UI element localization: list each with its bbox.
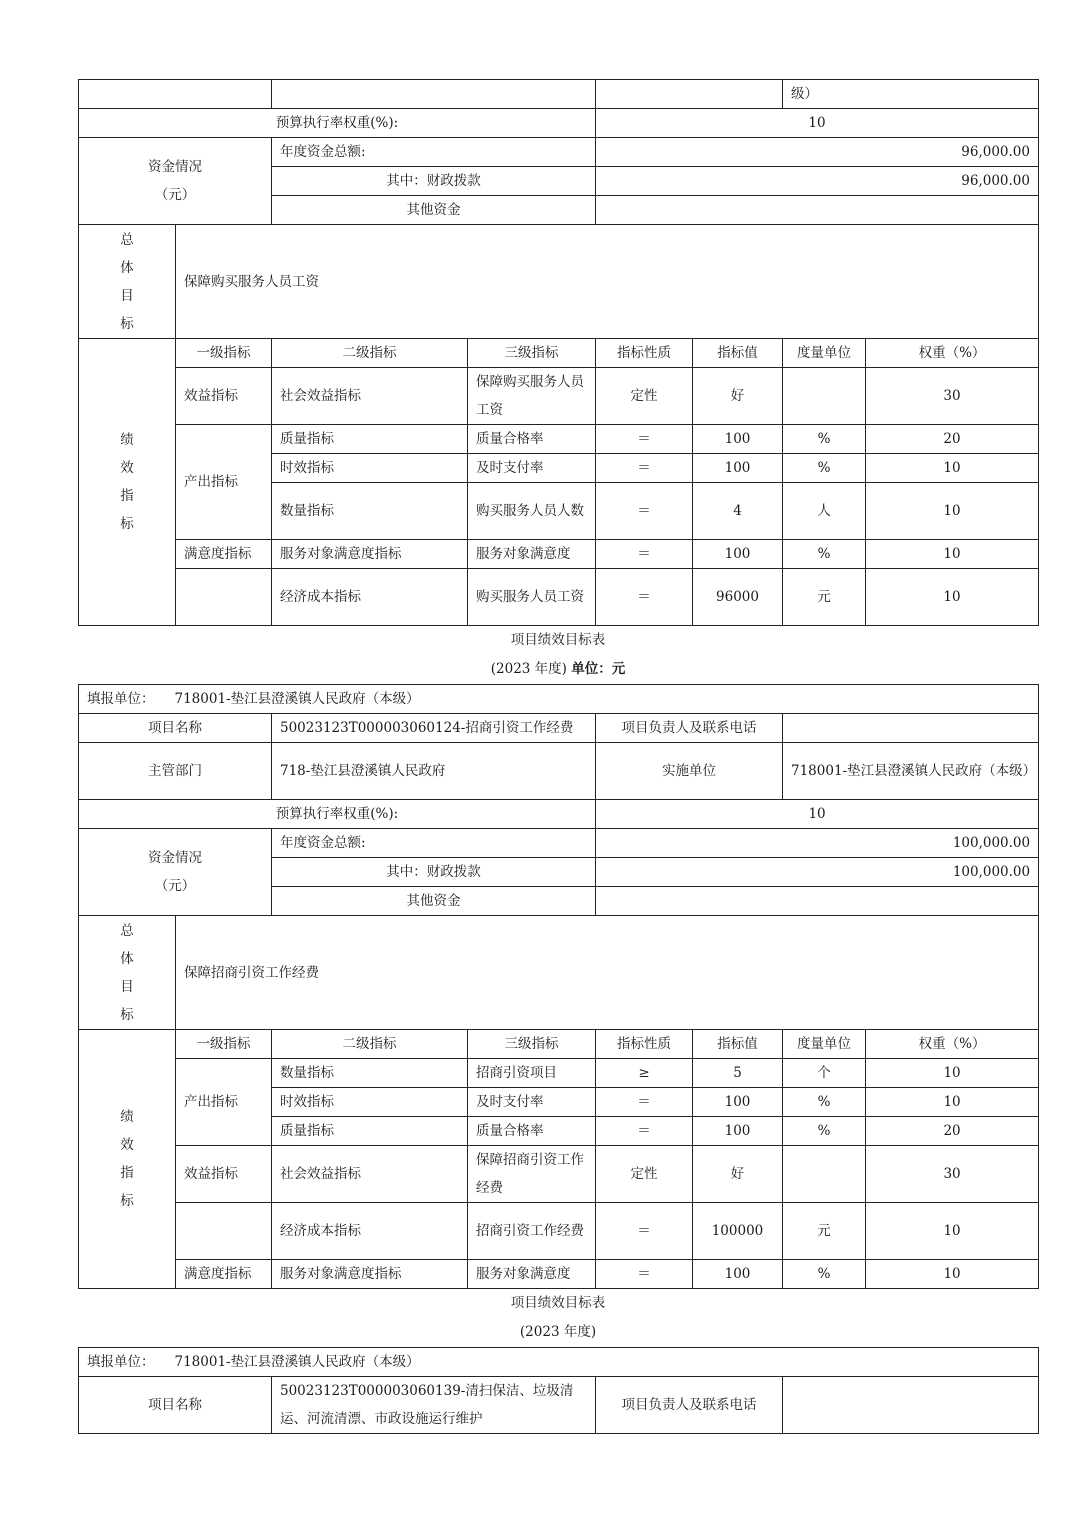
value-cell: 5 [693,1059,783,1088]
performance-table-cleaning [78,1347,1039,1434]
header-nature: 指标性质 [596,1030,693,1059]
project-name-row [79,1377,1039,1434]
weight-cell: 10 [866,1260,1039,1289]
overall-goal-row [79,916,1039,1030]
header-value: 指标值 [693,339,783,368]
fund-total-row [79,829,1039,858]
nature-cell: ＝ [596,483,693,540]
unit-cell: % [783,425,866,454]
annual-total-label: 年度资金总额: [272,829,596,858]
weight-cell: 10 [866,1203,1039,1260]
level2-cell: 质量指标 [272,425,468,454]
level2-cell: 服务对象满意度指标 [272,540,468,569]
level3-cell: 服务对象满意度 [468,540,596,569]
indicator-header-row [79,1030,1039,1059]
weight-cell: 10 [866,569,1039,626]
nature-cell: ＝ [596,569,693,626]
project-name-label: 项目名称 [79,1377,272,1434]
header-level3: 三级指标 [468,339,596,368]
weight-cell: 20 [866,1117,1039,1146]
department-value: 718-垫江县澄溪镇人民政府 [272,743,596,800]
level3-cell: 招商引资工作经费 [468,1203,596,1260]
contact-label: 项目负责人及联系电话 [596,714,783,743]
unit-cell: % [783,1088,866,1117]
fiscal-value: 100,000.00 [596,858,1039,887]
department-label: 主管部门 [79,743,272,800]
level3-cell: 及时支付率 [468,454,596,483]
budget-rate-value: 10 [596,800,1039,829]
weight-cell: 10 [866,1059,1039,1088]
level2-cell: 经济成本指标 [272,1203,468,1260]
implementing-unit-label: 实施单位 [596,743,783,800]
level3-cell: 质量合格率 [468,425,596,454]
performance-table-investment [78,684,1039,1289]
contact-label: 项目负责人及联系电话 [596,1377,783,1434]
indicator-row [79,1203,1039,1260]
table-year: (2023 年度) 单位：元 [490,661,626,677]
implementing-unit-tail: 级） [783,80,1039,109]
header-unit: 度量单位 [783,1030,866,1059]
level1-cell: 满意度指标 [176,1260,272,1289]
indicator-row [79,540,1039,569]
level1-cell: 满意度指标 [176,540,272,569]
header-nature: 指标性质 [596,339,693,368]
indicator-header-row [79,339,1039,368]
unit-cell [783,1146,866,1203]
level3-cell: 购买服务人员人数 [468,483,596,540]
overall-goal-label: 总 体 目 标 [79,916,176,1030]
budget-rate-row [79,800,1039,829]
department-row [79,743,1039,800]
value-cell: 100000 [693,1203,783,1260]
unit-cell: 元 [783,569,866,626]
overall-goal-text: 保障招商引资工作经费 [176,916,1039,1030]
nature-cell: ＝ [596,454,693,483]
level3-cell: 招商引资项目 [468,1059,596,1088]
nature-cell: ＝ [596,1260,693,1289]
budget-rate-label: 预算执行率权重(%): [79,800,596,829]
unit-cell: % [783,1260,866,1289]
value-cell: 好 [693,368,783,425]
other-fund-value [596,196,1039,225]
table-year: (2023 年度) [519,1324,597,1340]
level1-cell: 效益指标 [176,368,272,425]
project-name-label: 项目名称 [79,714,272,743]
level1-cell: 效益指标 [176,1146,272,1203]
nature-cell: ＝ [596,540,693,569]
level1-cell [176,569,272,626]
nature-cell: ＝ [596,1088,693,1117]
reporting-unit-row [79,685,1039,714]
level2-cell: 时效指标 [272,454,468,483]
weight-cell: 20 [866,425,1039,454]
level3-cell: 质量合格率 [468,1117,596,1146]
unit-note: 单位：元 [571,661,626,677]
fiscal-value: 96,000.00 [596,167,1039,196]
level2-cell: 服务对象满意度指标 [272,1260,468,1289]
implementing-unit-value: 718001-垫江县澄溪镇人民政府（本级） [783,743,1039,800]
annual-total-value: 100,000.00 [596,829,1039,858]
value-cell: 100 [693,1117,783,1146]
level2-cell: 数量指标 [272,483,468,540]
unit-cell: % [783,540,866,569]
nature-cell: ＝ [596,425,693,454]
indicator-row [79,368,1039,425]
weight-cell: 10 [866,1088,1039,1117]
fund-total-row [79,138,1039,167]
fiscal-label: 其中：财政拨款 [272,167,596,196]
level3-cell: 保障招商引资工作经费 [468,1146,596,1203]
annual-total-label: 年度资金总额: [272,138,596,167]
unit-cell: 元 [783,1203,866,1260]
weight-cell: 10 [866,454,1039,483]
level1-cell [176,1203,272,1260]
contact-value [783,714,1039,743]
level2-cell: 社会效益指标 [272,368,468,425]
value-cell: 100 [693,425,783,454]
unit-cell: % [783,454,866,483]
unit-cell: 人 [783,483,866,540]
nature-cell: ＝ [596,1117,693,1146]
indicator-row [79,1260,1039,1289]
weight-cell: 10 [866,540,1039,569]
level2-cell: 社会效益指标 [272,1146,468,1203]
indicator-row [79,425,1039,454]
document-page [78,79,1038,1434]
unit-cell: % [783,1117,866,1146]
level1-cell: 产出指标 [176,1059,272,1146]
level2-cell: 经济成本指标 [272,569,468,626]
value-cell: 100 [693,540,783,569]
nature-cell: 定性 [596,368,693,425]
header-weight: 权重（%） [866,339,1039,368]
level3-cell: 购买服务人员工资 [468,569,596,626]
level3-cell: 及时支付率 [468,1088,596,1117]
contact-value [783,1377,1039,1434]
performance-indicators-label: 绩 效 指 标 [79,1030,176,1289]
table-caption: 项目绩效目标表 [510,632,606,648]
value-cell: 100 [693,454,783,483]
level2-cell: 质量指标 [272,1117,468,1146]
value-cell: 96000 [693,569,783,626]
table-caption: 项目绩效目标表 [510,1295,606,1311]
fragment-row [79,80,1039,109]
project-name-row [79,714,1039,743]
fund-section-label: 资金情况 （元） [79,829,272,916]
reporting-unit: 填报单位： 718001-垫江县澄溪镇人民政府（本级） [79,685,1039,714]
value-cell: 4 [693,483,783,540]
header-value: 指标值 [693,1030,783,1059]
value-cell: 好 [693,1146,783,1203]
project-name-value: 50023123T000003060139-清扫保洁、垃圾清运、河流清漂、市政设施运行维护 [272,1377,596,1434]
unit-cell: 个 [783,1059,866,1088]
nature-cell: 定性 [596,1146,693,1203]
reporting-unit: 填报单位： 718001-垫江县澄溪镇人民政府（本级） [79,1348,1039,1377]
fiscal-label: 其中：财政拨款 [272,858,596,887]
level3-cell: 保障购买服务人员工资 [468,368,596,425]
header-level2: 二级指标 [272,339,468,368]
weight-cell: 30 [866,1146,1039,1203]
value-cell: 100 [693,1088,783,1117]
value-cell: 100 [693,1260,783,1289]
performance-table-continued [78,79,1039,626]
overall-goal-text: 保障购买服务人员工资 [176,225,1039,339]
project-name-value: 50023123T000003060124-招商引资工作经费 [272,714,596,743]
indicator-row [79,1146,1039,1203]
reporting-unit-row [79,1348,1039,1377]
header-level2: 二级指标 [272,1030,468,1059]
overall-goal-label: 总 体 目 标 [79,225,176,339]
annual-total-value: 96,000.00 [596,138,1039,167]
level2-cell: 数量指标 [272,1059,468,1088]
other-fund-value [596,887,1039,916]
performance-indicators-label: 绩 效 指 标 [79,339,176,626]
other-fund-label: 其他资金 [272,196,596,225]
header-level1: 一级指标 [176,1030,272,1059]
nature-cell: ≥ [596,1059,693,1088]
indicator-row [79,569,1039,626]
budget-rate-label: 预算执行率权重(%): [79,109,596,138]
level2-cell: 时效指标 [272,1088,468,1117]
level1-cell: 产出指标 [176,425,272,540]
indicator-row [79,1059,1039,1088]
fund-section-label: 资金情况 （元） [79,138,272,225]
header-level3: 三级指标 [468,1030,596,1059]
level3-cell: 服务对象满意度 [468,1260,596,1289]
budget-rate-value: 10 [596,109,1039,138]
header-unit: 度量单位 [783,339,866,368]
header-level1: 一级指标 [176,339,272,368]
budget-rate-row [79,109,1039,138]
weight-cell: 10 [866,483,1039,540]
overall-goal-row [79,225,1039,339]
other-fund-label: 其他资金 [272,887,596,916]
weight-cell: 30 [866,368,1039,425]
nature-cell: ＝ [596,1203,693,1260]
unit-cell [783,368,866,425]
header-weight: 权重（%） [866,1030,1039,1059]
